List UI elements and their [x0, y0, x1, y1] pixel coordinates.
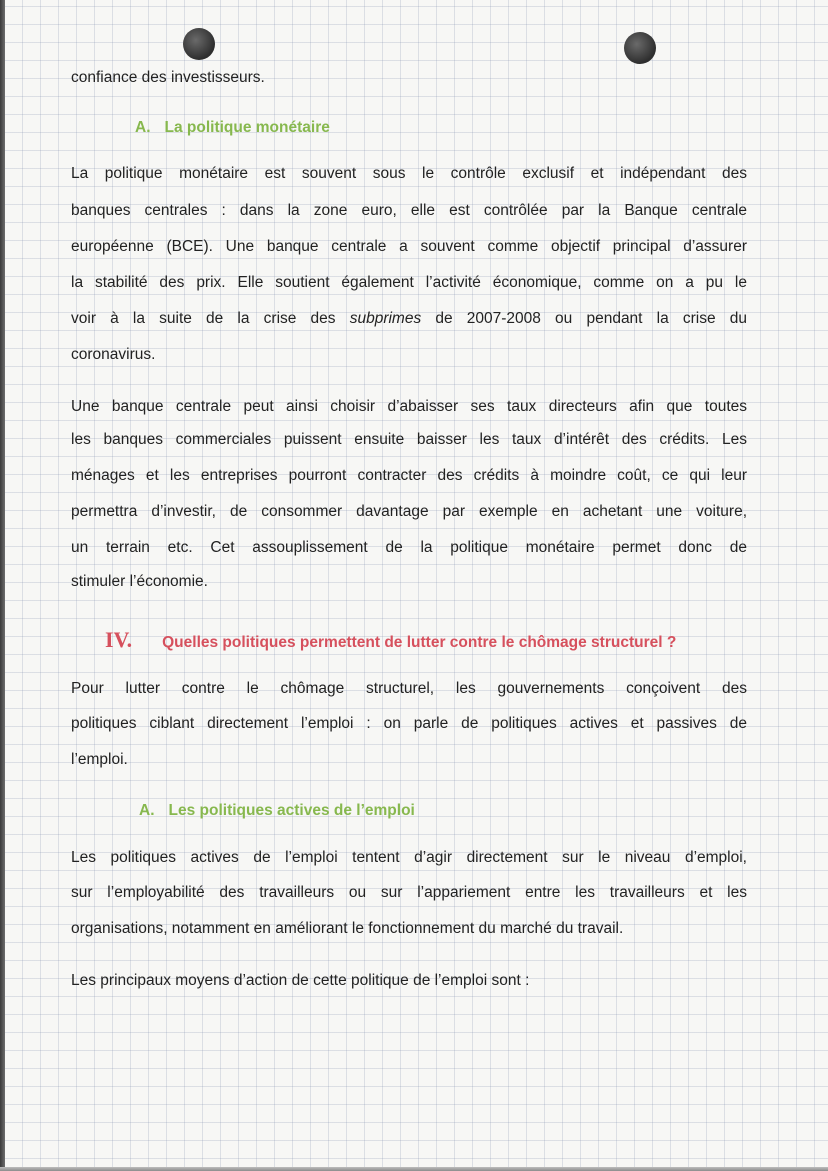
intro-fragment: confiance des investisseurs.: [71, 69, 265, 86]
paragraph-moyens-action: Les principaux moyens d’action de cette politique de l’emploi sont :: [71, 972, 530, 989]
text-segment: de 2007-2008 ou pendant la crise du: [435, 310, 747, 327]
paragraph-line: politiques ciblant directement l’emploi : on parle de politiques actives et passives de: [71, 715, 747, 732]
paragraph-line: la stabilité des prix. Elle soutient également l’activité économique, comme on a pu le: [71, 274, 747, 291]
paragraph-line: La politique monétaire est souvent sous le contrôle exclusif et indépendant des: [71, 165, 747, 182]
subheading-politique-monetaire: [135, 118, 330, 138]
subheading-title: La politique monétaire: [164, 119, 330, 136]
paragraph-line: sur l’employabilité des travailleurs ou sur l’appariement entre les travailleurs et les: [71, 884, 747, 901]
subheading-title: Les politiques actives de l’emploi: [168, 802, 415, 819]
section-title: Quelles politiques permettent de lutter contre le chômage structurel ?: [162, 634, 677, 651]
paragraph-line: stimuler l’économie.: [71, 573, 208, 590]
subheading-letter: A.: [135, 119, 151, 136]
paragraph-line: [71, 309, 747, 329]
page-left-border: [0, 0, 5, 1171]
paragraph-line: européenne (BCE). Une banque centrale a souvent comme objectif principal d’assurer: [71, 238, 747, 255]
paragraph-line: ménages et les entreprises pourront contracter des crédits à moindre coût, ce qui leur: [71, 467, 747, 484]
paragraph-line: un terrain etc. Cet assouplissement de la politique monétaire permet donc de: [71, 539, 747, 556]
paragraph-line: les banques commerciales puissent ensuite baisser les taux d’intérêt des crédits. Les: [71, 431, 747, 448]
text-segment: voir à la suite de la crise des: [71, 310, 336, 327]
punch-hole: [624, 32, 656, 64]
italic-term: subprimes: [349, 310, 422, 327]
paragraph-line: coronavirus.: [71, 346, 156, 363]
paragraph-line: Une banque centrale peut ainsi choisir d’abaisser ses taux directeurs afin que toutes: [71, 398, 747, 415]
subheading-letter: A.: [139, 802, 155, 819]
page-bottom-edge: [0, 1167, 828, 1171]
section-heading-iv: [105, 627, 676, 656]
paragraph-line: Pour lutter contre le chômage structurel, les gouvernements conçoivent des: [71, 680, 747, 697]
paragraph-line: organisations, notamment en améliorant le fonctionnement du marché du travail.: [71, 920, 624, 937]
paragraph-line: permettra d’investir, de consommer davantage par exemple en achetant une voiture,: [71, 503, 747, 520]
subheading-politiques-actives: [139, 801, 415, 821]
paragraph-line: banques centrales : dans la zone euro, elle est contrôlée par la Banque centrale: [71, 202, 747, 219]
paragraph-line: l’emploi.: [71, 751, 128, 768]
punch-hole: [183, 28, 215, 60]
section-numeral: IV.: [105, 627, 133, 652]
paragraph-line: Les politiques actives de l’emploi tentent d’agir directement sur le niveau d’emploi,: [71, 849, 747, 866]
